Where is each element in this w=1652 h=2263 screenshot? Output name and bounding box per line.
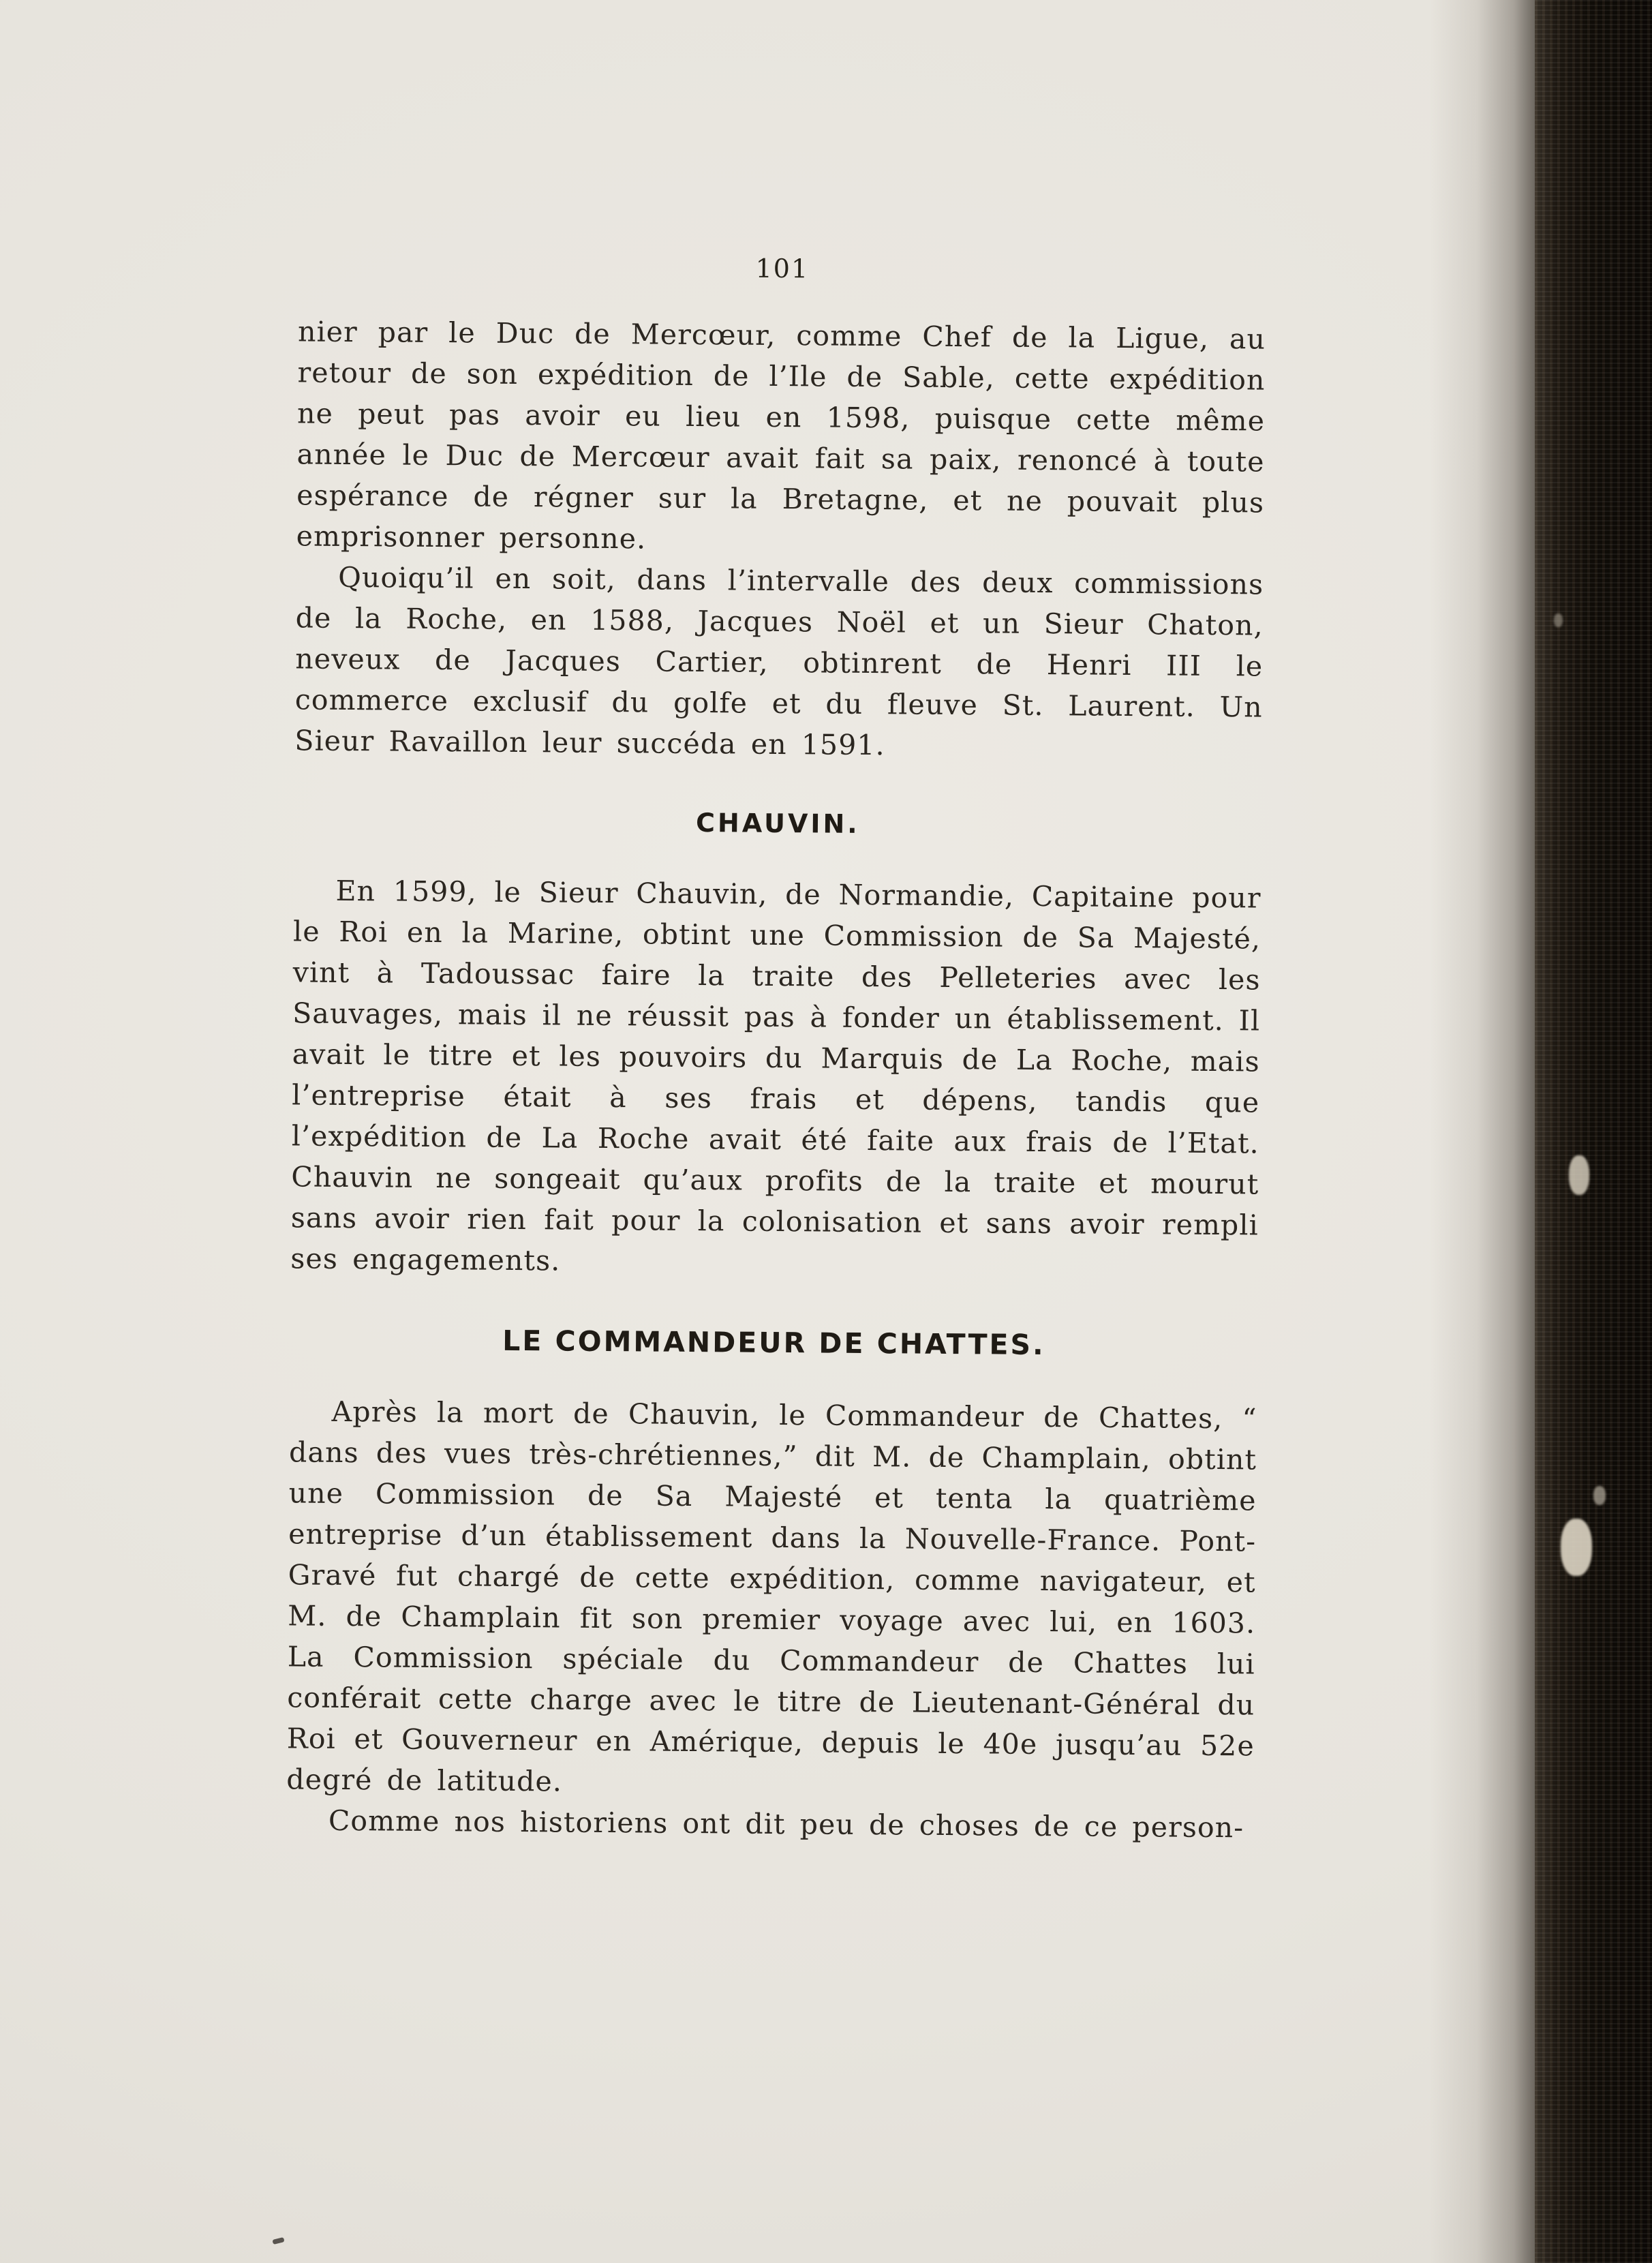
section-heading-chattes: LE COMMANDEUR DE CHATTES. [502, 1324, 1045, 1362]
paragraph: En 1599, le Sieur Chauvin, de Normandie, Capitaine pour le Roi en la Marine, obtint une Commission de Sa Majesté, vint à Tadoussac faire la traite des Pelleteries avec les Sauvages, mais il ne réussit pas à fonder un établissement. Il avait le titre et les pouvoirs du Marquis de La Roche, mais l’entreprise était à ses frais et dépens, tandis que l’expédition de La Roche avait été faite aux frais de l’Etat. Chauvin ne songeait qu’aux profits de la traite et mourut sans avoir rien fait pour la colonisation et sans avoir rempli ses engagements. [290, 874, 1261, 1277]
page-content [286, 249, 1266, 1848]
binding-speck [1561, 1519, 1592, 1576]
paragraph: Après la mort de Chauvin, le Commandeur de Chattes, “ dans des vues très-chrétiennes,” dit M. de Champlain, obtint une Commission de Sa Majesté et tenta la quatrième entreprise d’un établissement dans la Nouvelle-France. Pont-Gravé fut chargé de cette expédition, comme navigateur, et M. de Champlain fit son premier voyage avec lui, en 1603. La Commission spéciale du Commandeur de Chattes lui conférait cette charge avec le titre de Lieutenant-Général du Roi et Gouverneur en Amérique, depuis le 40e jusqu’au 52e degré de latitude. [286, 1395, 1257, 1798]
binding-speck [1593, 1486, 1606, 1505]
section-heading-chauvin: CHAUVIN. [695, 808, 860, 839]
book-binding [1535, 0, 1652, 2263]
paragraph: Quoiqu’il en soit, dans l’intervalle des deux commissions de la Roche, en 1588, Jacques Noël et un Sieur Chaton, neveux de Jacques Cartier, obtinrent de Henri III le commerce exclusif du golfe et du fleuve St. Laurent. Un Sieur Ravaillon leur succéda en 1591. [294, 560, 1264, 762]
binding-speck [1554, 613, 1563, 627]
catchline-paragraph: Comme nos historiens ont dit peu de choses de ce person- [328, 1804, 1244, 1844]
binding-speck [1569, 1155, 1589, 1195]
page-left-edge-shadow [117, 0, 126, 2263]
scan-artifact-mark [272, 2237, 284, 2245]
page-number: 101 [755, 253, 810, 284]
gutter-shadow [1429, 0, 1535, 2263]
paragraph-continuation: nier par le Duc de Mercœur, comme Chef de la Ligue, au retour de son expédition de l’Ile de Sable, cette expédition ne peut pas avoir eu lieu en 1598, puisque cette même année le Duc de Mercœur avait fait sa paix, renoncé à toute espérance de régner sur la Bretagne, et ne pouvait plus emprisonner personne. [296, 315, 1266, 556]
